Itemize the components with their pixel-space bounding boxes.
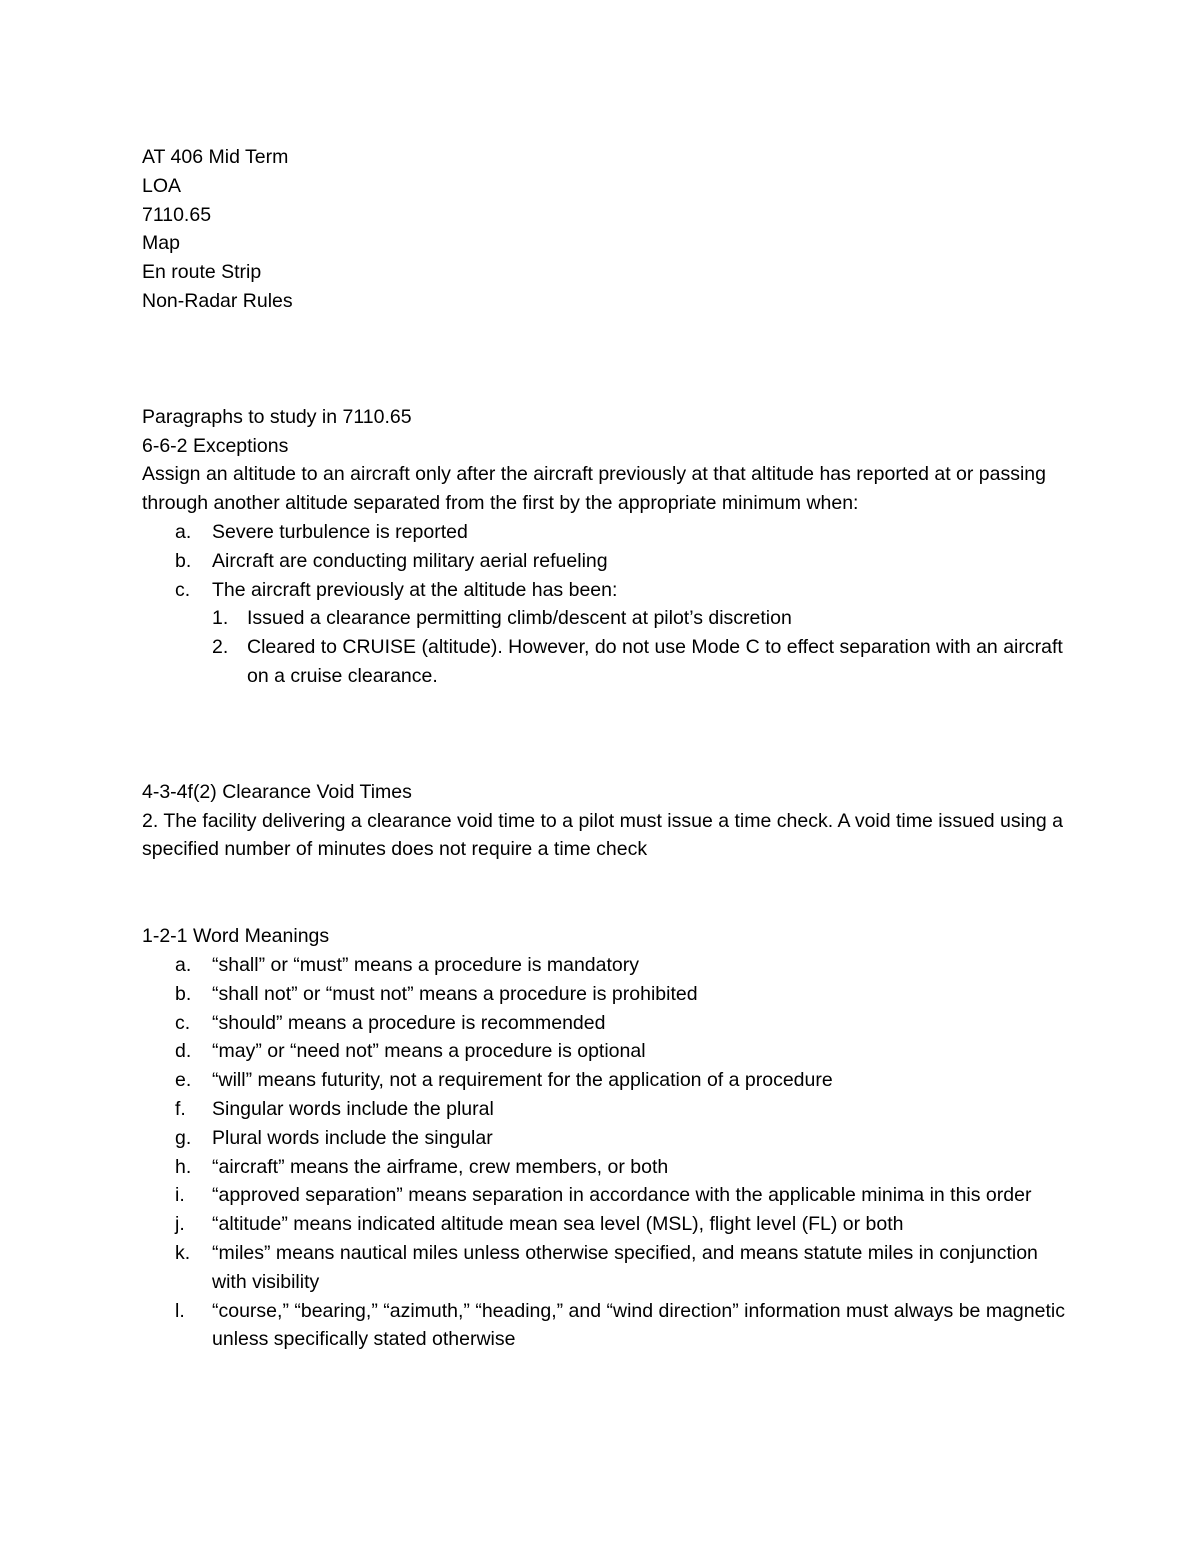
section-exceptions [142,403,1072,691]
header-line-strip: En route Strip [142,261,262,284]
exceptions-list [142,518,1072,604]
list-marker: h. [175,1155,192,1178]
list-item-text: “may” or “need not” means a procedure is optional [212,1040,646,1063]
list-item [142,1037,1072,1066]
list-item-text: “shall” or “must” means a procedure is mandatory [212,953,639,976]
header-line-order: 7110.65 [142,203,212,226]
list-marker: k. [175,1241,191,1264]
section-body: Assign an altitude to an aircraft only after the aircraft previously at that altitude has reported at or passing through another altitude separated from the first by the appropriate minimum when: [142,463,1046,515]
header-line-map: Map [142,232,180,255]
list-item-text: Singular words include the plural [212,1097,494,1120]
list-marker: a. [175,953,192,976]
list-marker: d. [175,1040,192,1063]
list-item-text: “aircraft” means the airframe, crew members, or both [212,1155,669,1178]
list-item [142,1210,1072,1239]
list-marker: c. [175,578,191,601]
list-item [142,604,1072,633]
list-marker: l. [175,1299,185,1322]
list-marker: b. [175,549,192,572]
list-item-text: Severe turbulence is reported [212,520,468,543]
list-item-text: “miles” means nautical miles unless otherwise specified, and means statute miles in conjunction with visibility [212,1241,1038,1293]
list-item [142,951,1072,980]
exceptions-sublist [142,604,1072,690]
list-item [142,518,1072,547]
word-meanings-list [142,951,1072,1354]
list-marker: c. [175,1011,191,1034]
list-item [142,1095,1072,1124]
section-title: 1-2-1 Word Meanings [142,925,330,948]
list-item [142,576,1072,605]
list-item [142,1009,1072,1038]
list-marker: 1. [212,607,229,630]
list-marker: i. [175,1184,185,1207]
section-title: 4-3-4f(2) Clearance Void Times [142,780,412,803]
section-title: 6-6-2 Exceptions [142,434,289,457]
section-void-times [142,778,1072,864]
section-word-meanings [142,922,1072,1354]
list-marker: f. [175,1097,186,1120]
list-item-text: “altitude” means indicated altitude mean sea level (MSL), flight level (FL) or both [212,1213,904,1236]
list-item-text: “shall not” or “must not” means a procedure is prohibited [212,982,698,1005]
list-item [142,1066,1072,1095]
section-intro: Paragraphs to study in 7110.65 [142,405,412,428]
header-block [142,143,1072,316]
list-marker: a. [175,520,192,543]
list-item [142,547,1072,576]
list-item [142,1181,1072,1210]
list-item-text: “approved separation” means separation in accordance with the applicable minima in this order [212,1184,1032,1207]
list-item [142,980,1072,1009]
list-item-text: The aircraft previously at the altitude has been: [212,578,618,601]
list-item [142,1153,1072,1182]
list-item-text: “will” means futurity, not a requirement for the application of a procedure [212,1069,833,1092]
spacer [142,316,1072,403]
list-item [142,633,1072,691]
list-item [142,1239,1072,1297]
list-item-text: Cleared to CRUISE (altitude). However, do not use Mode C to effect separation with an aircraft on a cruise clearance. [247,636,1063,687]
list-marker: g. [175,1126,192,1149]
list-item-text: “course,” “bearing,” “azimuth,” “heading,” and “wind direction” information must always be magnetic unless specifically stated otherwise [212,1299,1065,1351]
header-line-loa: LOA [142,174,182,197]
list-marker: 2. [212,636,229,659]
list-marker: j. [175,1213,185,1236]
section-body: 2. The facility delivering a clearance void time to a pilot must issue a time check. A void time issued using a specified number of minutes does not require a time check [142,809,1063,861]
header-line-course: AT 406 Mid Term [142,146,289,168]
list-item [142,1297,1072,1355]
list-item-text: “should” means a procedure is recommended [212,1011,606,1034]
list-item-text: Aircraft are conducting military aerial refueling [212,549,608,572]
list-marker: e. [175,1069,192,1092]
list-marker: b. [175,982,192,1005]
document-page [142,143,1072,1354]
list-item-text: Plural words include the singular [212,1126,493,1149]
list-item-text: Issued a clearance permitting climb/descent at pilot’s discretion [247,607,792,630]
list-item [142,1124,1072,1153]
header-line-rules: Non-Radar Rules [142,289,293,312]
spacer [142,864,1072,922]
spacer [142,691,1072,778]
